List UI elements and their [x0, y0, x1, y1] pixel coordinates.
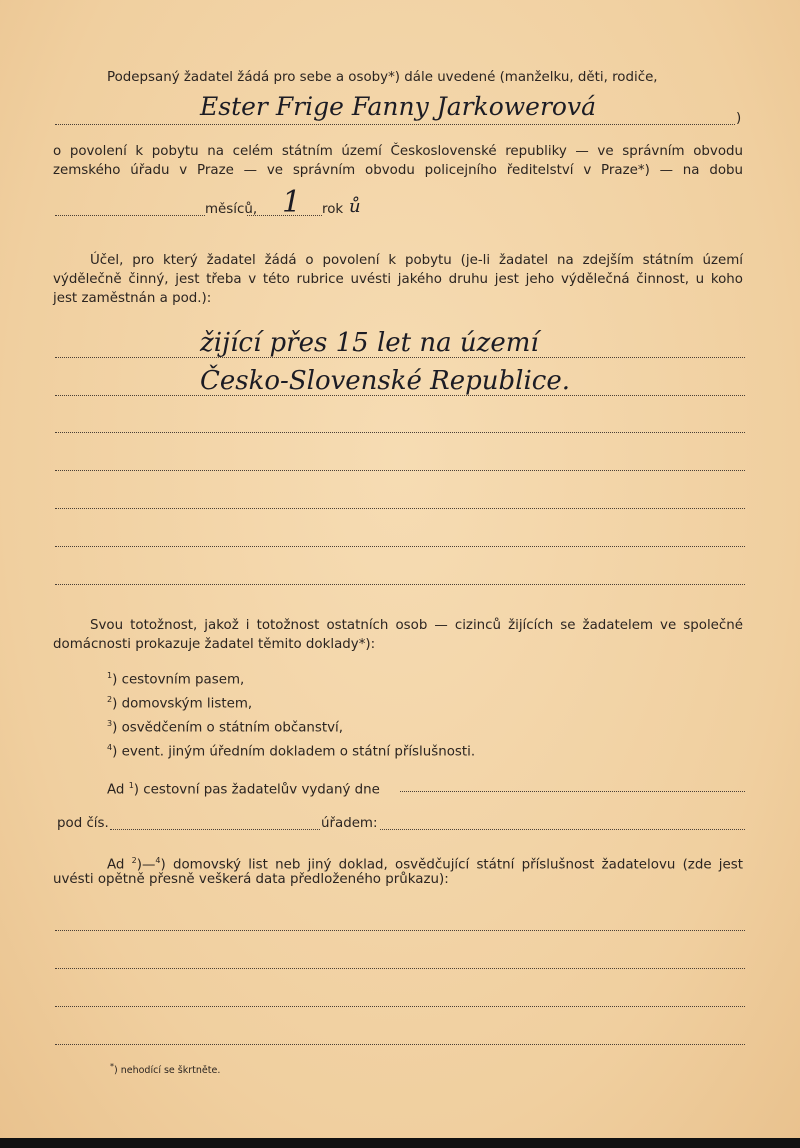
domicile-line-c — [55, 1006, 745, 1007]
closing-paren: ) — [736, 111, 742, 126]
domicile-line-a — [55, 930, 745, 931]
purpose-line-e — [55, 508, 745, 509]
passport-num-label: pod čís. — [57, 816, 109, 831]
passport-date-field — [400, 791, 745, 792]
domicile-line-b — [55, 968, 745, 969]
handwritten-purpose-2: Česko-Slovenské Republice. — [200, 366, 571, 396]
intro-line-1: Podepsaný žadatel žádá pro sebe a osoby*) dále uvedené (manželku, děti, rodiče, — [107, 70, 658, 85]
domicile-line-d — [55, 1044, 745, 1045]
handwritten-names: Ester Frige Fanny Jarkowerová — [200, 92, 596, 121]
domicile-line-2: uvésti opětně přesně veškerá data předloženého průkazu): — [53, 872, 449, 887]
purpose-line-2: výdělečně činný, jest třeba v této rubrice uvésti jakého druhu jest jeho výdělečná činnost, u koho — [53, 272, 743, 287]
page-bottom-edge — [0, 1138, 800, 1148]
intro-line-3: zemského úřadu v Praze — ve správním obvodu policejního ředitelství v Praze*) — na dobu — [53, 163, 743, 178]
passport-office-label: úřadem: — [321, 816, 378, 831]
handwritten-purpose-1: žijící přes 15 let na území — [200, 328, 539, 358]
identity-item-3: $^3$) osvědčením o státním občanství, — [107, 719, 344, 736]
years-label: rok — [322, 202, 344, 217]
purpose-line-c — [55, 432, 745, 433]
purpose-line-b — [55, 395, 745, 396]
passport-office-field — [380, 829, 745, 830]
passport-line: Ad $^1$) cestovní pas žadatelův vydaný dne — [107, 781, 380, 798]
purpose-line-d — [55, 470, 745, 471]
footnote: *) nehodící se škrtněte. — [110, 1062, 221, 1077]
purpose-line-g — [55, 584, 745, 585]
passport-num-field — [110, 829, 320, 830]
intro-line-2: o povolení k pobytu na celém státním území Československé republiky — ve správním obvodu — [53, 144, 743, 159]
names-underline — [55, 124, 735, 125]
identity-item-1: $^1$) cestovním pasem, — [107, 671, 245, 688]
months-field — [55, 215, 205, 216]
identity-line-2: domácnosti prokazuje žadatel těmito doklady*): — [53, 637, 376, 652]
identity-line-1: Svou totožnost, jakož i totožnost ostatních osob — cizinců žijících se žadatelem ve společné — [90, 618, 743, 633]
handwritten-years: 1 — [282, 185, 302, 220]
identity-item-2: $^2$) domovským listem, — [107, 695, 253, 712]
purpose-line-f — [55, 546, 745, 547]
handwritten-years-suffix: ů — [349, 196, 361, 217]
purpose-line-1: Účel, pro který žadatel žádá o povolení k pobytu (je-li žadatel na zdejším státním území — [90, 253, 743, 268]
months-label: měsíců, — [205, 202, 258, 217]
identity-item-4: $^4$) event. jiným úředním dokladem o státní příslušnosti. — [107, 743, 476, 760]
purpose-line-3: jest zaměstnán a pod.): — [53, 291, 212, 306]
purpose-line-a — [55, 357, 745, 358]
domicile-line-1: Ad $^2$)—$^4$) domovský list neb jiný doklad, osvědčující státní příslušnost žadatelovu (zde jest — [107, 856, 743, 873]
